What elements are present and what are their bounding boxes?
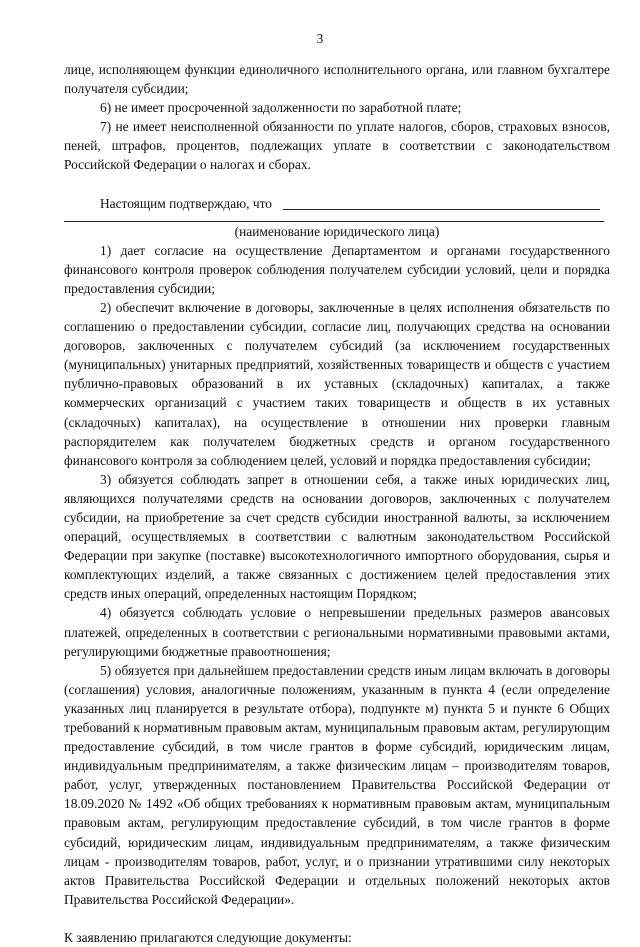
entity-name-blank-line[interactable] <box>64 213 604 222</box>
page-number: 3 <box>316 31 324 46</box>
document-body <box>64 60 610 947</box>
paragraph-item-7: 7) не имеет неисполненной обязанности по уплате налогов, сборов, страховых взносов, пеней, штрафов, процентов, подлежащих уплате в соответствии с законодательством Российской Федерации о налогах и сборах. <box>64 119 610 173</box>
commitment-item-5: 5) обязуется при дальнейшем предоставлении средств иным лицам включать в договоры (соглашения) условия, аналогичные положениям, указанным в пункта 4 (если определение указанных лиц планируется в результате отбора), подпункте м) пункта 5 и пункте 6 Общих требований к нормативным правовым актам, муниципальным правовым актам, регулирующим предоставление субсидий, в том числе грантов в форме субсидий, юридическим лицам, индивидуальным предпринимателям, а также физическим лицам – производителям товаров, работ, услуг, утвержденных постановлением Правительства Российской Федерации от 18.09.2020 № 1492 «Об общих требованиях к нормативным правовым актам, муниципальным правовым актам, регулирующим предоставление субсидий, в том числе грантов в форме субсидий, юридическим лицам, индивидуальным предпринимателям, а также физическим лицам - производителям товаров, работ, услуг, и о признании утратившими силу некоторых актов Правительства Российской Федерации и отдельных положений некоторых актов Правительства Российской Федерации». <box>64 662 610 907</box>
entity-caption: (наименование юридического лица) <box>234 223 440 239</box>
commitment-item-4: 4) обязуется соблюдать условие о непревышении предельных размеров авансовых платежей, определенных в соответствии с региональными нормативными правовыми актами, регулирующими бюджетные правоотношения; <box>64 605 610 659</box>
paragraph-item-6: 6) не имеет просроченной задолженности по заработной плате; <box>100 100 462 116</box>
commitment-item-2: 2) обеспечит включение в договоры, заключенные в целях исполнения обязательств по соглашению о предоставлении субсидии, согласие лиц, получающих средства на основании договоров, заключенных с получателем субсидий (за исключением государственных (муниципальных) унитарных предприятий, хозяйственных товариществ и обществ с участием публично-правовых образований в их уставных (складочных) капиталах, а также коммерческих организаций с участием таких товариществ и обществ в их уставных (складочных) капиталах), на осуществление в отношении них проверки главным распорядителем как получателем бюджетных средств и органом государственного финансового контроля за соблюдением целей, условий и порядка предоставления субсидии; <box>64 299 610 468</box>
paragraph-continuation: лице, исполняющем функции единоличного исполнительного органа, или главном бухгалтере получателя субсидии; <box>64 62 610 97</box>
commitment-item-1: 1) дает согласие на осуществление Департаментом и органами государственного финансового контроля проверок соблюдения получателем субсидии условий, цели и порядка предоставления субсидии; <box>64 242 610 296</box>
confirm-label: Настоящим подтверждаю, что <box>100 195 272 211</box>
attachments-label: К заявлению прилагаются следующие документы: <box>64 929 352 945</box>
entity-name-blank[interactable] <box>283 209 600 210</box>
commitment-item-3: 3) обязуется соблюдать запрет в отношении себя, а также иных юридических лиц, являющихся получателями средств на основании договоров, заключенных с получателем субсидии, на приобретение за счет средств субсидии иностранной валюты, за исключением операций, осуществляемых в соответствии с валютным законодательством Российской Федерации при закупке (поставке) высокотехнологичного импортного оборудования, сырья и комплектующих изделий, а также связанных с достижением целей предоставления этих средств иных операций, определенных настоящим Порядком; <box>64 471 610 602</box>
confirm-line <box>64 194 610 213</box>
